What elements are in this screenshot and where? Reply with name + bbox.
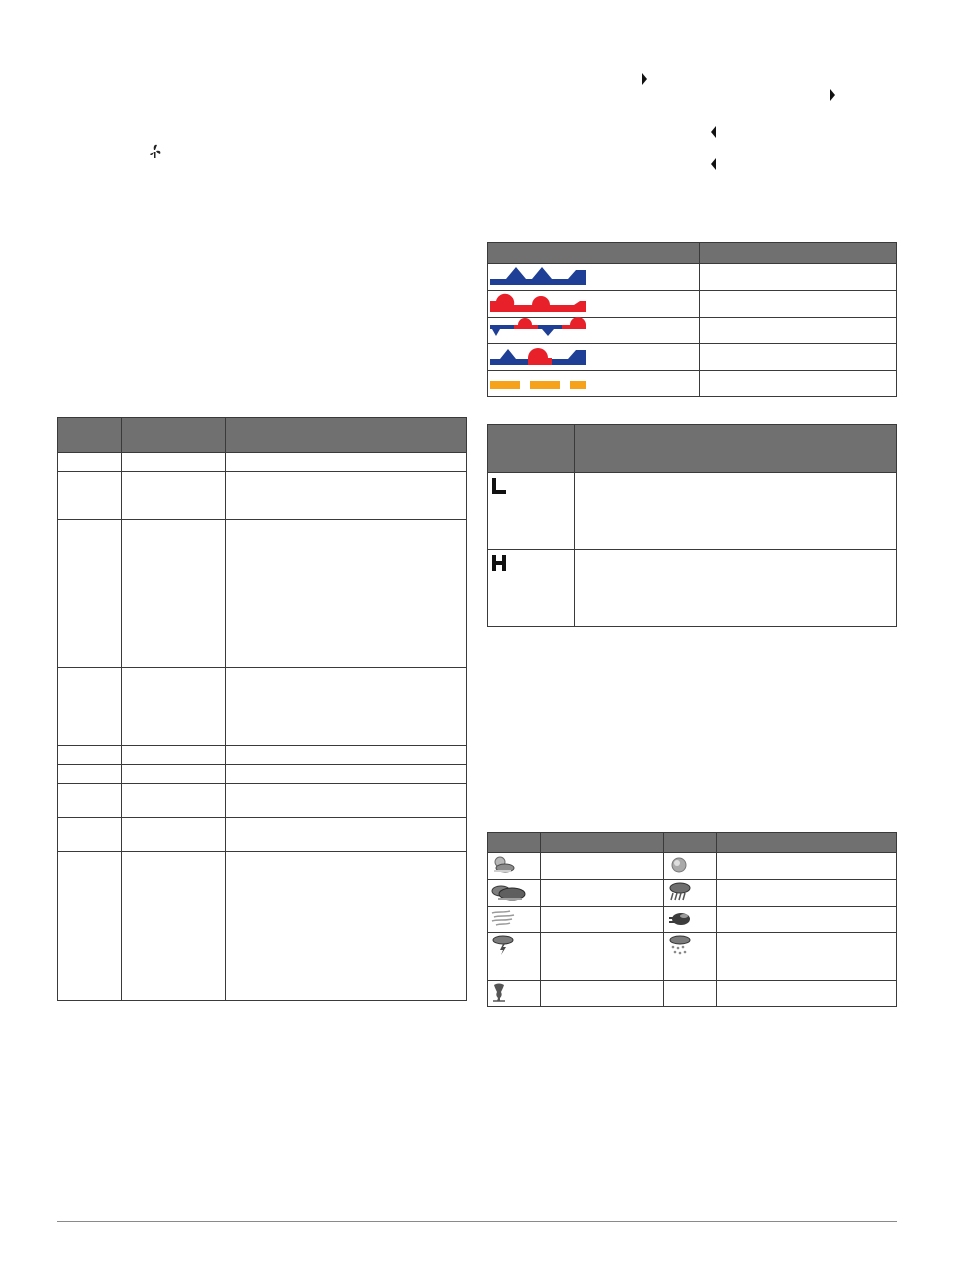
occluded-front-icon <box>490 346 586 366</box>
tornado-icon <box>491 983 507 1003</box>
arrow-left-icon <box>710 157 718 171</box>
arrow-right-icon <box>640 72 648 86</box>
pressure-table <box>487 424 897 627</box>
high-pressure-icon <box>491 554 507 572</box>
footer-rule <box>57 1221 897 1222</box>
low-pressure-icon <box>491 477 507 495</box>
arrow-left-icon <box>710 125 718 139</box>
cloudy-icon <box>490 882 526 902</box>
stationary-front-icon <box>490 319 586 339</box>
sunny-icon <box>668 855 690 875</box>
cold-front-icon <box>490 266 586 286</box>
left-table <box>57 417 467 1001</box>
windy-icon <box>490 908 518 928</box>
fronts-table <box>487 242 897 397</box>
conditions-table <box>487 832 897 1007</box>
fog-icon <box>667 908 691 928</box>
conditions-table-header <box>488 833 896 852</box>
rain-icon <box>667 881 691 903</box>
snow-icon <box>667 934 691 956</box>
warm-front-icon <box>490 293 586 313</box>
arrow-right-icon <box>828 88 836 102</box>
partly-cloudy-icon <box>491 855 515 875</box>
fronts-table-header <box>488 243 896 263</box>
fan-icon <box>148 143 162 159</box>
left-table-header <box>58 418 466 453</box>
trough-icon <box>490 380 586 390</box>
thunder-icon <box>491 934 515 956</box>
pressure-table-header <box>488 425 896 472</box>
